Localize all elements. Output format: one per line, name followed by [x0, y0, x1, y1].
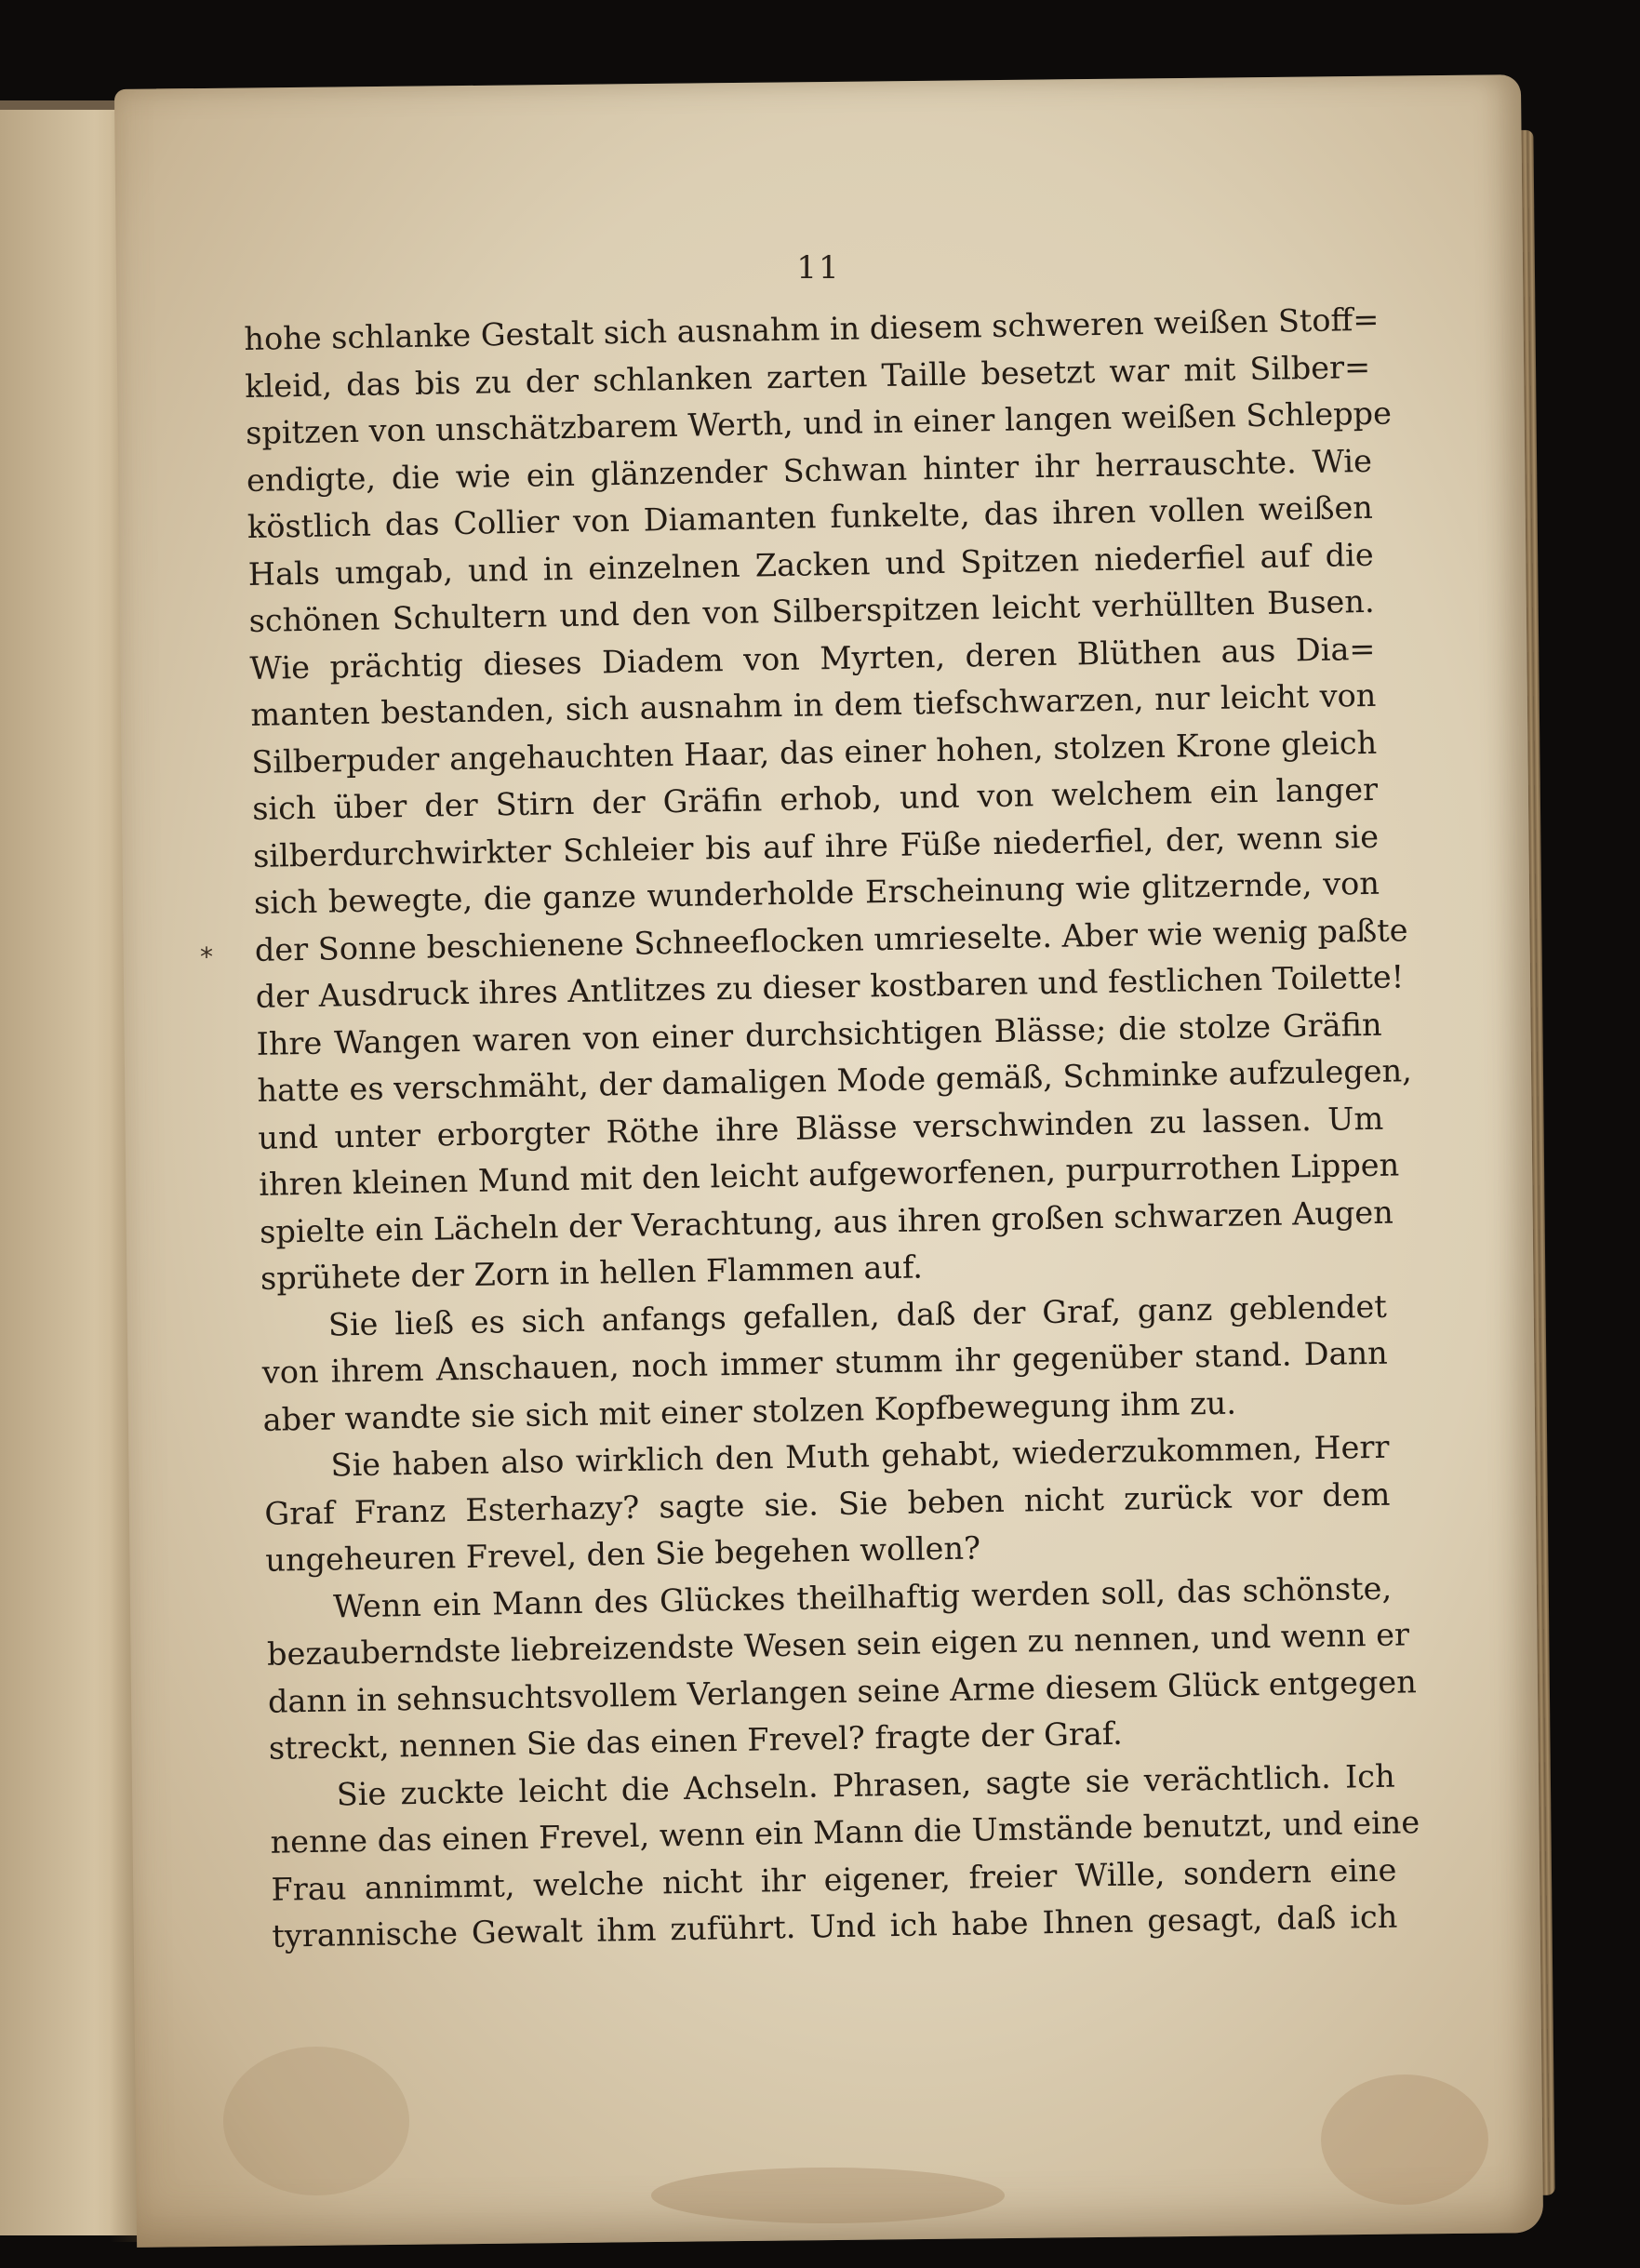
text-line: von ihrem Anschauen, noch immer stumm ihr gegenüber stand. Dann: [261, 1334, 1388, 1391]
text-line: sich über der Stirn der Gräfin erhob, und von welchem ein langer: [251, 770, 1379, 827]
text-line: schönen Schultern und den von Silberspitzen leicht verhüllten Busen.: [248, 582, 1375, 639]
text-line: der Ausdruck ihres Antlitzes zu dieser kostbaren und festlichen Toilette!: [255, 958, 1405, 1015]
text-line: ihren kleinen Mund mit den leicht aufgeworfenen, purpurrothen Lippen: [258, 1146, 1400, 1203]
text-line: hohe schlanke Gestalt sich ausnahm in diesem schweren weißen Stoff=: [244, 300, 1380, 357]
text-line: tyrannische Gewalt ihm zuführt. Und ich habe Ihnen gesagt, daß ich: [272, 1898, 1398, 1954]
text-line: Sie zuckte leicht die Achseln. Phrasen, sagte sie verächtlich. Ich: [336, 1757, 1395, 1812]
text-line: Wie prächtig dieses Diadem von Myrten, deren Blüthen aus Dia=: [249, 630, 1376, 687]
text-line: aber wandte sie sich mit einer stolzen Kopfbewegung ihm zu.: [262, 1384, 1237, 1438]
text-line: spielte ein Lächeln der Verachtung, aus ihren großen schwarzen Augen: [259, 1194, 1394, 1250]
text-line: spitzen von unschätzbarem Werth, und in einer langen weißen Schleppe: [245, 394, 1393, 451]
text-line: sich bewegte, die ganze wunderholde Erscheinung wie glitzernde, von: [253, 864, 1380, 921]
text-line: und unter erborgter Röthe ihre Blässe verschwinden zu lassen. Um: [258, 1100, 1384, 1156]
text-line: Silberpuder angehauchten Haar, das einer hohen, stolzen Krone gleich: [251, 724, 1378, 780]
text-line: Frau annimmt, welche nicht ihr eigener, freier Wille, sondern eine: [271, 1851, 1397, 1908]
text-line: köstlich das Collier von Diamanten funkelte, das ihren vollen weißen: [247, 488, 1374, 545]
text-line: Ihre Wangen waren von einer durchsichtigen Blässe; die stolze Gräfin: [256, 1006, 1382, 1062]
text-line: manten bestanden, sich ausnahm in dem tiefschwarzen, nur leicht von: [250, 676, 1377, 733]
text-line: der Sonne beschienene Schneeflocken umrieselte. Aber wie wenig paßte: [254, 911, 1408, 968]
text-line: Graf Franz Esterhazy? sagte sie. Sie beben nicht zurück vor dem: [264, 1475, 1391, 1532]
text-line: dann in sehnsuchtsvollem Verlangen seine Arme diesem Glück entgegen: [267, 1662, 1418, 1720]
text-line: Sie ließ es sich anfangs gefallen, daß der Graf, ganz geblendet: [327, 1287, 1388, 1343]
text-line: endigte, die wie ein glänzender Schwan hinter ihr herrauschte. Wie: [246, 442, 1373, 499]
text-line: silberdurchwirkter Schleier bis auf ihre Füße niederfiel, der, wenn sie: [252, 818, 1380, 874]
text-line: Sie haben also wirklich den Muth gehabt, wiederzukommen, Herr: [330, 1428, 1390, 1484]
text-line: sprühete der Zorn in hellen Flammen auf.: [260, 1248, 924, 1297]
text-line: streckt, nennen Sie das einen Frevel? fragte der Graf.: [268, 1714, 1124, 1767]
text-line: Wenn ein Mann des Glückes theilhaftig werden soll, das schönste,: [332, 1569, 1393, 1625]
text-line: bezauberndste liebreizendste Wesen sein eigen zu nennen, und wenn er: [266, 1616, 1410, 1673]
text-line: ungeheuren Frevel, den Sie begehen wollen?: [265, 1529, 981, 1579]
body-text: [244, 297, 1420, 1960]
margin-asterisk-mark: *: [200, 941, 213, 972]
text-line: kleid, das bis zu der schlanken zarten Taille besetzt war mit Silber=: [244, 348, 1371, 405]
page-number: 11: [796, 249, 841, 287]
text-line: nenne das einen Frevel, wenn ein Mann die Umstände benutzt, und eine: [270, 1804, 1420, 1861]
text-line: Hals umgab, und in einzelnen Zacken und Spitzen niederfiel auf die: [247, 536, 1374, 593]
text-line: hatte es verschmäht, der damaligen Mode gemäß, Schminke aufzulegen,: [257, 1052, 1413, 1109]
